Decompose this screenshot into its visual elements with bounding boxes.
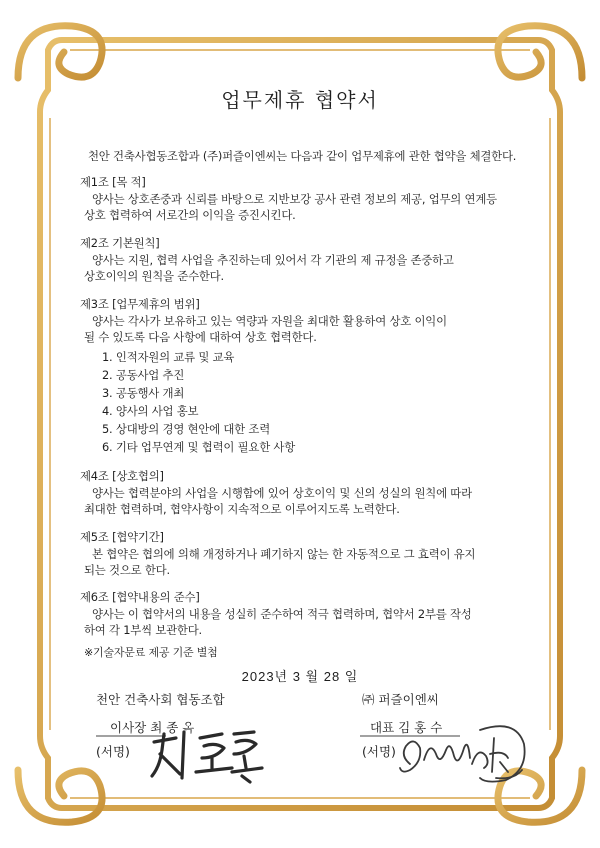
party-right-sign-label: (서명) — [362, 744, 396, 759]
party-left-rep: 이사장 최 종 옥 — [110, 720, 195, 735]
article-3-heading: 제3조 [업무제휴의 범위] — [80, 297, 200, 311]
party-left-org: 천안 건축사회 협동조합 — [96, 692, 225, 707]
article-1-line-1: 양사는 상호존중과 신뢰를 바탕으로 지반보강 공사 관련 정보의 제공, 업무의 연계등 — [92, 192, 497, 206]
document-title: 업무제휴 협약서 — [221, 88, 379, 112]
article-5-line-2: 되는 것으로 한다. — [84, 563, 170, 577]
party-left-signature — [146, 724, 266, 786]
article-3-item: 4. 양사의 사업 홍보 — [102, 404, 199, 418]
agreement-date: 2023년 3 월 28 일 — [241, 669, 359, 684]
article-4-line-1: 양사는 협력분야의 사업을 시행함에 있어 상호이익 및 신의 성실의 원칙에 따라 — [92, 486, 472, 500]
article-3-item: 6. 기타 업무연계 및 협력이 필요한 사항 — [102, 440, 296, 454]
article-2-line-2: 상호이익의 원칙을 준수한다. — [84, 269, 224, 283]
article-1-line-2: 상호 협력하여 서로간의 이익을 증진시킨다. — [84, 208, 296, 222]
article-4-heading: 제4조 [상호협의] — [80, 469, 164, 483]
article-3-item: 3. 공동행사 개최 — [102, 386, 185, 400]
party-right-rep: 대표 김 홍 수 — [370, 720, 443, 735]
article-3-line-2: 될 수 있도록 다음 사항에 대하여 상호 협력한다. — [84, 330, 317, 344]
article-3-item: 1. 인적자원의 교류 및 교육 — [102, 350, 235, 364]
article-6-heading: 제6조 [협약내용의 준수] — [80, 590, 200, 604]
article-2-heading: 제2조 기본원칙] — [80, 236, 160, 250]
article-1-heading: 제1조 [목 적] — [80, 175, 146, 189]
attachment-note: ※기술자문료 제공 기준 별첨 — [84, 646, 218, 659]
article-6-line-1: 양사는 이 협약서의 내용을 성실히 준수하여 적극 협력하며, 협약서 2부를 작성 — [92, 607, 472, 621]
article-4-line-2: 최대한 협력하며, 협약사항이 지속적으로 이루어지도록 노력한다. — [84, 502, 400, 516]
party-left-sign-label: (서명) — [96, 744, 130, 759]
article-5-line-1: 본 협약은 협의에 의해 개정하거나 폐기하지 않는 한 자동적으로 그 효력이 유지 — [92, 547, 476, 561]
article-3-item: 2. 공동사업 추진 — [102, 368, 185, 382]
article-6-line-2: 하여 각 1부씩 보관한다. — [84, 623, 202, 637]
article-5-heading: 제5조 [협약기간] — [80, 530, 164, 544]
article-3-item: 5. 상대방의 경영 현안에 대한 조력 — [102, 422, 271, 436]
article-3-line-1: 양사는 각사가 보유하고 있는 역량과 자원을 최대한 활용하여 상호 이익이 — [92, 314, 447, 328]
article-2-line-1: 양사는 지원, 협력 사업을 추진하는데 있어서 각 기관의 제 규정을 존중하고 — [92, 253, 454, 267]
party-right-org: ㈜ 퍼즐이엔씨 — [362, 692, 439, 707]
intro-text: 천안 건축사협동조합과 (주)퍼즐이엔씨는 다음과 같이 업무제휴에 관한 협약을 체결한다. — [88, 149, 517, 163]
party-right-signature — [396, 720, 528, 784]
